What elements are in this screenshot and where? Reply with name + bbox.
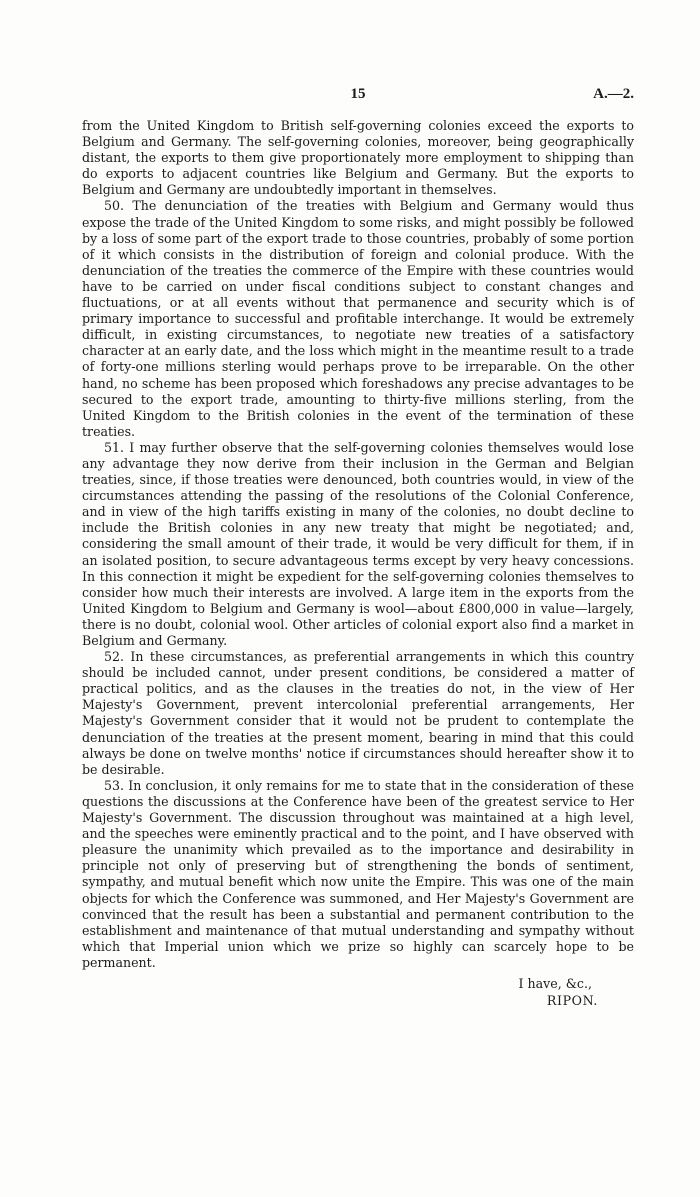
page-header [82, 86, 634, 106]
paragraph-53: 53. In conclusion, it only remains for me to state that in the consideration of these questions the discussions at the Conference have been of the greatest service to Her Majesty's Government. The discussion throughout was maintained at a high level, and the speeches were eminently practical and to the point, and I have observed with pleasure the unanimity which prevailed as to the importance and desirability in principle not only of preserving but of strengthening the bonds of sentiment, sympathy, and mutual benefit which now unite the Empire. This was one of the main objects for which the Conference was summoned, and Her Majesty's Government are convinced that the result has been a substantial and permanent contribution to the establishment and maintenance of that mutual understanding and sympathy without which that Imperial union which we prize so highly can scarcely hope to be permanent. [82, 777, 634, 970]
page-number: 15 [350, 86, 366, 102]
paragraph-50: 50. The denunciation of the treaties with Belgium and Germany would thus expose the trade of the United Kingdom to some risks, and might possibly be followed by a loss of some part of the export trade to those countries, probably of some portion of it which consists in the distribution of foreign and colonial produce. With the denunciation of the treaties the commerce of the Empire with these countries would have to be carried on under fiscal conditions subject to constant changes and fluctuations, or at all events without that permanence and security which is of primary importance to successful and profitable interchange. It would be extremely difficult, in existing circumstances, to negotiate new treaties of a satisfactory character at an early date, and the loss which might in the meantime result to a trade of forty-one millions sterling would perhaps prove to be irreparable. On the other hand, no scheme has been proposed which foreshadows any precise advantages to be secured to the export trade, amounting to thirty-five millions sterling, from the United Kingdom to the British colonies in the event of the termination of these treaties. [82, 198, 634, 439]
signature: RIPON. [546, 992, 598, 1008]
closing-salutation: I have, &c., [518, 975, 592, 991]
document-body [82, 118, 634, 1009]
paragraph-51: 51. I may further observe that the self-governing colonies themselves would lose any advantage they now derive from their inclusion in the German and Belgian treaties, since, if those treaties were denounced, both countries would, in view of the circumstances attending the passing of the resolutions of the Colonial Conference, and in view of the high tariffs existing in many of the colonies, no doubt decline to include the British colonies in any new treaty that might be negotiated; and, considering the small amount of their trade, it would be very difficult for them, if in an isolated position, to secure advantageous terms except by very heavy concessions. In this connection it might be expedient for the self-governing colonies themselves to consider how much their interests are involved. A large item in the exports from the United Kingdom to Belgium and Germany is wool—about £800,000 in value—largely, there is no doubt, colonial wool. Other articles of colonial export also find a market in Belgium and Germany. [82, 439, 634, 648]
letter-closing [82, 975, 634, 1009]
paragraph-continuation: from the United Kingdom to British self-governing colonies exceed the exports to Belgium and Germany. The self-governing colonies, moreover, being geographically distant, the exports to them give proportionately more employment to shipping than do exports to adjacent countries like Belgium and Germany. But the exports to Belgium and Germany are undoubtedly important in themselves. [82, 118, 634, 198]
paragraph-52: 52. In these circumstances, as preferential arrangements in which this country should be included cannot, under present conditions, be considered a matter of practical politics, and as the clauses in the treaties do not, in the view of Her Majesty's Government, prevent intercolonial preferential arrangements, Her Majesty's Government consider that it would not be prudent to contemplate the denunciation of the treaties at the present moment, bearing in mind that this could always be done on twelve months' notice if circumstances should hereafter show it to be desirable. [82, 649, 634, 777]
document-reference: A.—2. [593, 86, 634, 102]
